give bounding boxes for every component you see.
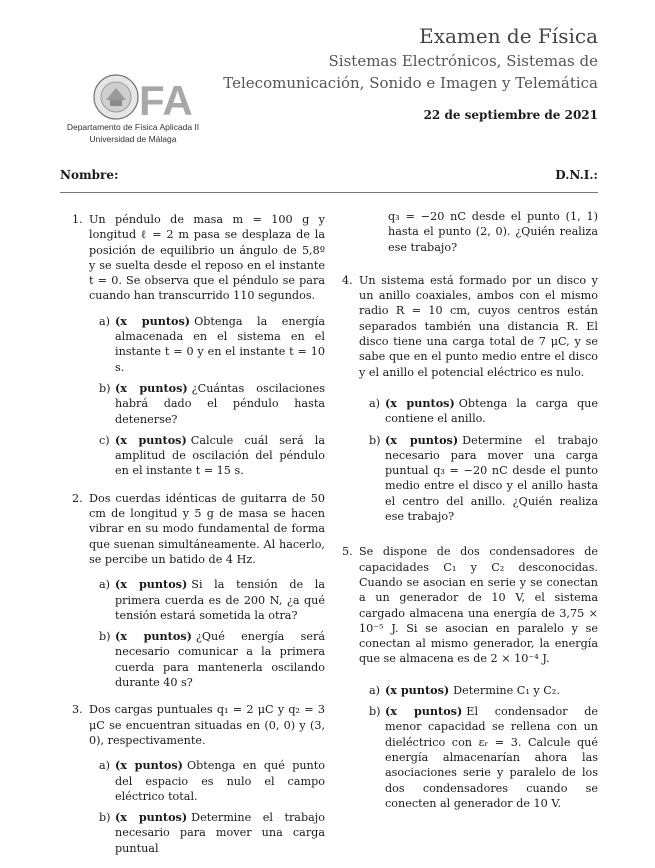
question-part: b) (x puntos) ¿Qué energía será necesario comunicar a la primera cuerda para mantenerla oscilando durante 40 s? [99, 629, 325, 690]
university-name: Universidad de Málaga [89, 134, 177, 144]
university-seal-icon [58, 70, 208, 120]
question-4 [342, 273, 598, 524]
question-text: Un sistema está formado por un disco y un anillo coaxiales, ambos con el mismo radio R = 10 cm, cuyos centros están separados también una distancia R. El disco tiene una carga total de 7 μC, y se sabe que en el punto medio entre el disco y el anillo el potencial eléctrico es nulo. [359, 273, 598, 379]
exam-title: Examen de Física [419, 24, 598, 48]
question-part: a) (x puntos) Obtenga la carga que contiene el anillo. [369, 395, 598, 426]
header-divider [60, 192, 598, 193]
left-column [72, 212, 325, 868]
question-part: a) (x puntos) Obtenga en qué punto del espacio es nulo el campo eléctrico total. [99, 758, 325, 803]
question-text: Dos cargas puntuales q₁ = 2 μC y q₂ = 3 μC se encuentran situadas en (0, 0) y (3, 0), respectivamente. [89, 703, 325, 747]
question-number: 3. [72, 703, 83, 717]
question-part: b) (x puntos) Determine el trabajo necesario para mover una carga puntual [99, 810, 325, 855]
dni-label: D.N.I.: [555, 168, 598, 182]
question-text: Se dispone de dos condensadores de capacidades C₁ y C₂ desconocidas. Cuando se asocian en serie y se conectan a un generador de 10 V, el sistema cargado almacena una energía de 3,75 × 10⁻⁵ J. Si se asocian en paralelo y se conectan al mismo generador, la energía que se almacena es de 2 × 10⁻⁴ J. [359, 545, 598, 666]
question-part: a) (x puntos) Determine C₁ y C₂. [369, 682, 560, 697]
question-3 [72, 702, 325, 856]
question-3-continuation: q₃ = −20 nC desde el punto (1, 1) hasta el punto (2, 0). ¿Quién realiza ese trabajo? [388, 210, 598, 254]
question-part: c) (x puntos) Calcule cuál será la amplitud de oscilación del péndulo en el instante t = 15 s. [99, 432, 326, 478]
question-number: 2. [72, 491, 83, 505]
department-name: Departamento de Física Aplicada II [66, 122, 200, 132]
exam-header [223, 24, 598, 122]
question-part: b) (x puntos) El condensador de menor capacidad se rellena con un dieléctrico con εᵣ = 3. Calcule qué energía almacenarían ahora las asociaciones serie y paralelo de los dos condensadores cuando se conecten al generador de 10 V. [369, 704, 598, 810]
question-part: a) (x puntos) Obtenga la energía almacenada en el sistema en el instante t = 0 y en el instante t = 10 s. [99, 313, 325, 374]
question-text: Dos cuerdas idénticas de guitarra de 50 cm de longitud y 5 g de masa se hacen vibrar en su modo fundamental de forma que suenan simultáneamente. Al hacerlo, se percibe un batido de 4 Hz. [89, 491, 325, 566]
question-text: Un péndulo de masa m = 100 g y longitud ℓ = 2 m pasa se desplaza de la posición de equilibrio un ángulo de 5,8º y se suelta desde el reposo en el instante t = 0. Se observa que el péndulo se para cuando han transcurrido 110 segundos. [89, 213, 325, 303]
question-number: 1. [72, 213, 83, 226]
department-logo [58, 70, 208, 144]
exam-date: 22 de septiembre de 2021 [423, 108, 598, 122]
question-1 [72, 212, 325, 479]
right-column [342, 212, 598, 823]
question-5 [342, 544, 598, 811]
degree-line-2: Telecomunicación, Sonido e Imagen y Telemática [223, 74, 598, 92]
question-2 [72, 491, 325, 691]
question-number: 5. [342, 545, 353, 559]
degree-line-1: Sistemas Electrónicos, Sistemas de [328, 52, 598, 70]
logo-lettering: FA [139, 77, 193, 120]
name-label: Nombre: [60, 168, 119, 182]
question-part: b) (x puntos) Determine el trabajo necesario para mover una carga puntual q₃ = −20 nC desde el punto medio entre el disco y el anillo hasta el centro del anillo. ¿Quién realiza ese trabajo? [369, 432, 598, 524]
question-part: b) (x puntos) ¿Cuántas oscilaciones habrá dado el péndulo hasta detenerse? [99, 380, 325, 426]
question-number: 4. [342, 273, 353, 287]
question-part: a) (x puntos) Si la tensión de la primera cuerda es de 200 N, ¿a qué tensión estará sometida la otra? [99, 577, 326, 622]
student-info-row [60, 168, 598, 182]
